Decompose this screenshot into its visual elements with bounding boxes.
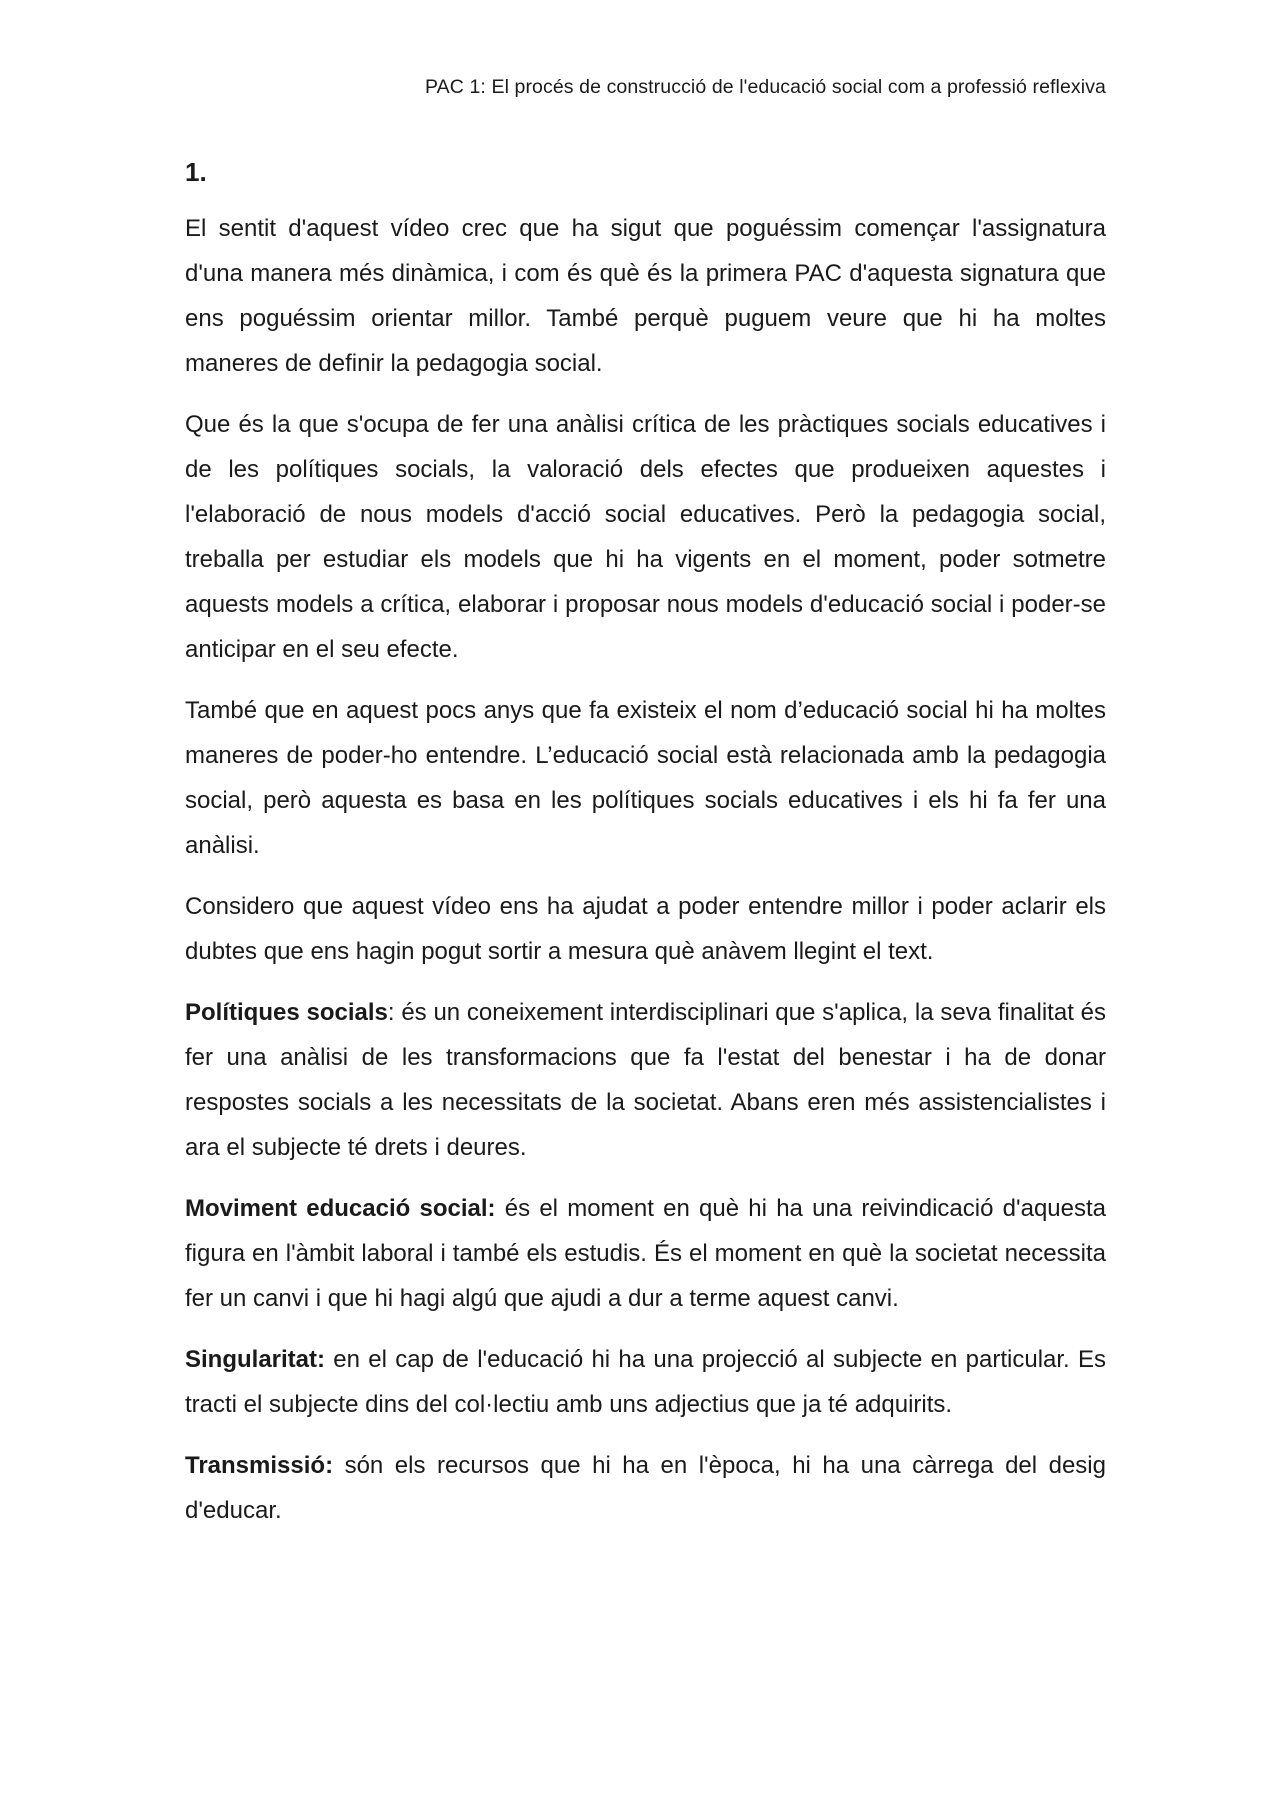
definition-term: Transmissió: <box>185 1452 334 1479</box>
paragraph: Considero que aquest vídeo ens ha ajudat a poder entendre millor i poder aclarir els dubtes que ens hagin pogut sortir a mesura què anàvem llegint el text. <box>185 893 1106 965</box>
definition-term: Moviment educació social: <box>185 1195 496 1222</box>
definition-text: són els recursos que hi ha en l'època, hi ha una càrrega del desig d'educar. <box>185 1452 1106 1524</box>
definition-text: és el moment en què hi ha una reivindicació d'aquesta figura en l'àmbit laboral i també els estudis. És el moment en què la societat necessita fer un canvi i que hi hagi algú que ajudi a dur a terme aquest canvi. <box>185 1195 1107 1312</box>
document-body <box>185 152 1106 1549</box>
section-number: 1. <box>185 157 207 187</box>
paragraph: També que en aquest pocs anys que fa existeix el nom d’educació social hi ha moltes maneres de poder-ho entendre. L’educació social està relacionada amb la pedagogia social, però aquesta es basa en les polítiques socials educatives i els hi fa fer una anàlisi. <box>185 697 1106 859</box>
definition-politiques-socials <box>185 990 1106 1170</box>
paragraph: El sentit d'aquest vídeo crec que ha sigut que poguéssim començar l'assignatura d'una manera més dinàmica, i com és què és la primera PAC d'aquesta signatura que ens poguéssim orientar millor. També perquè puguem veure que hi ha moltes maneres de definir la pedagogia social. <box>185 215 1106 377</box>
definition-transmissio <box>185 1443 1106 1533</box>
definition-term: Polítiques socials <box>185 999 388 1026</box>
definition-singularitat <box>185 1337 1106 1427</box>
definition-text: : és un coneixement interdisciplinari que s'aplica, la seva finalitat és fer una anàlisi de les transformacions que fa l'estat del benestar i ha de donar respostes socials a les necessitats de la societat. Abans eren més assistencialistes i ara el subjecte té drets i deures. <box>185 999 1107 1161</box>
page-header: PAC 1: El procés de construcció de l'educació social com a professió reflexiva <box>425 76 1106 98</box>
definition-term: Singularitat: <box>185 1346 326 1373</box>
paragraph: Que és la que s'ocupa de fer una anàlisi crítica de les pràctiques socials educatives i de les polítiques socials, la valoració dels efectes que produeixen aquestes i l'elaboració de nous models d'acció social educatives. Però la pedagogia social, treballa per estudiar els models que hi ha vigents en el moment, poder sotmetre aquests models a crítica, elaborar i proposar nous models d'educació social i poder-se anticipar en el seu efecte. <box>185 411 1106 663</box>
definition-moviment-educacio-social <box>185 1186 1106 1321</box>
definition-text: en el cap de l'educació hi ha una projecció al subjecte en particular. Es tracti el subjecte dins del col·lectiu amb uns adjectius que ja té adquirits. <box>185 1346 1106 1418</box>
